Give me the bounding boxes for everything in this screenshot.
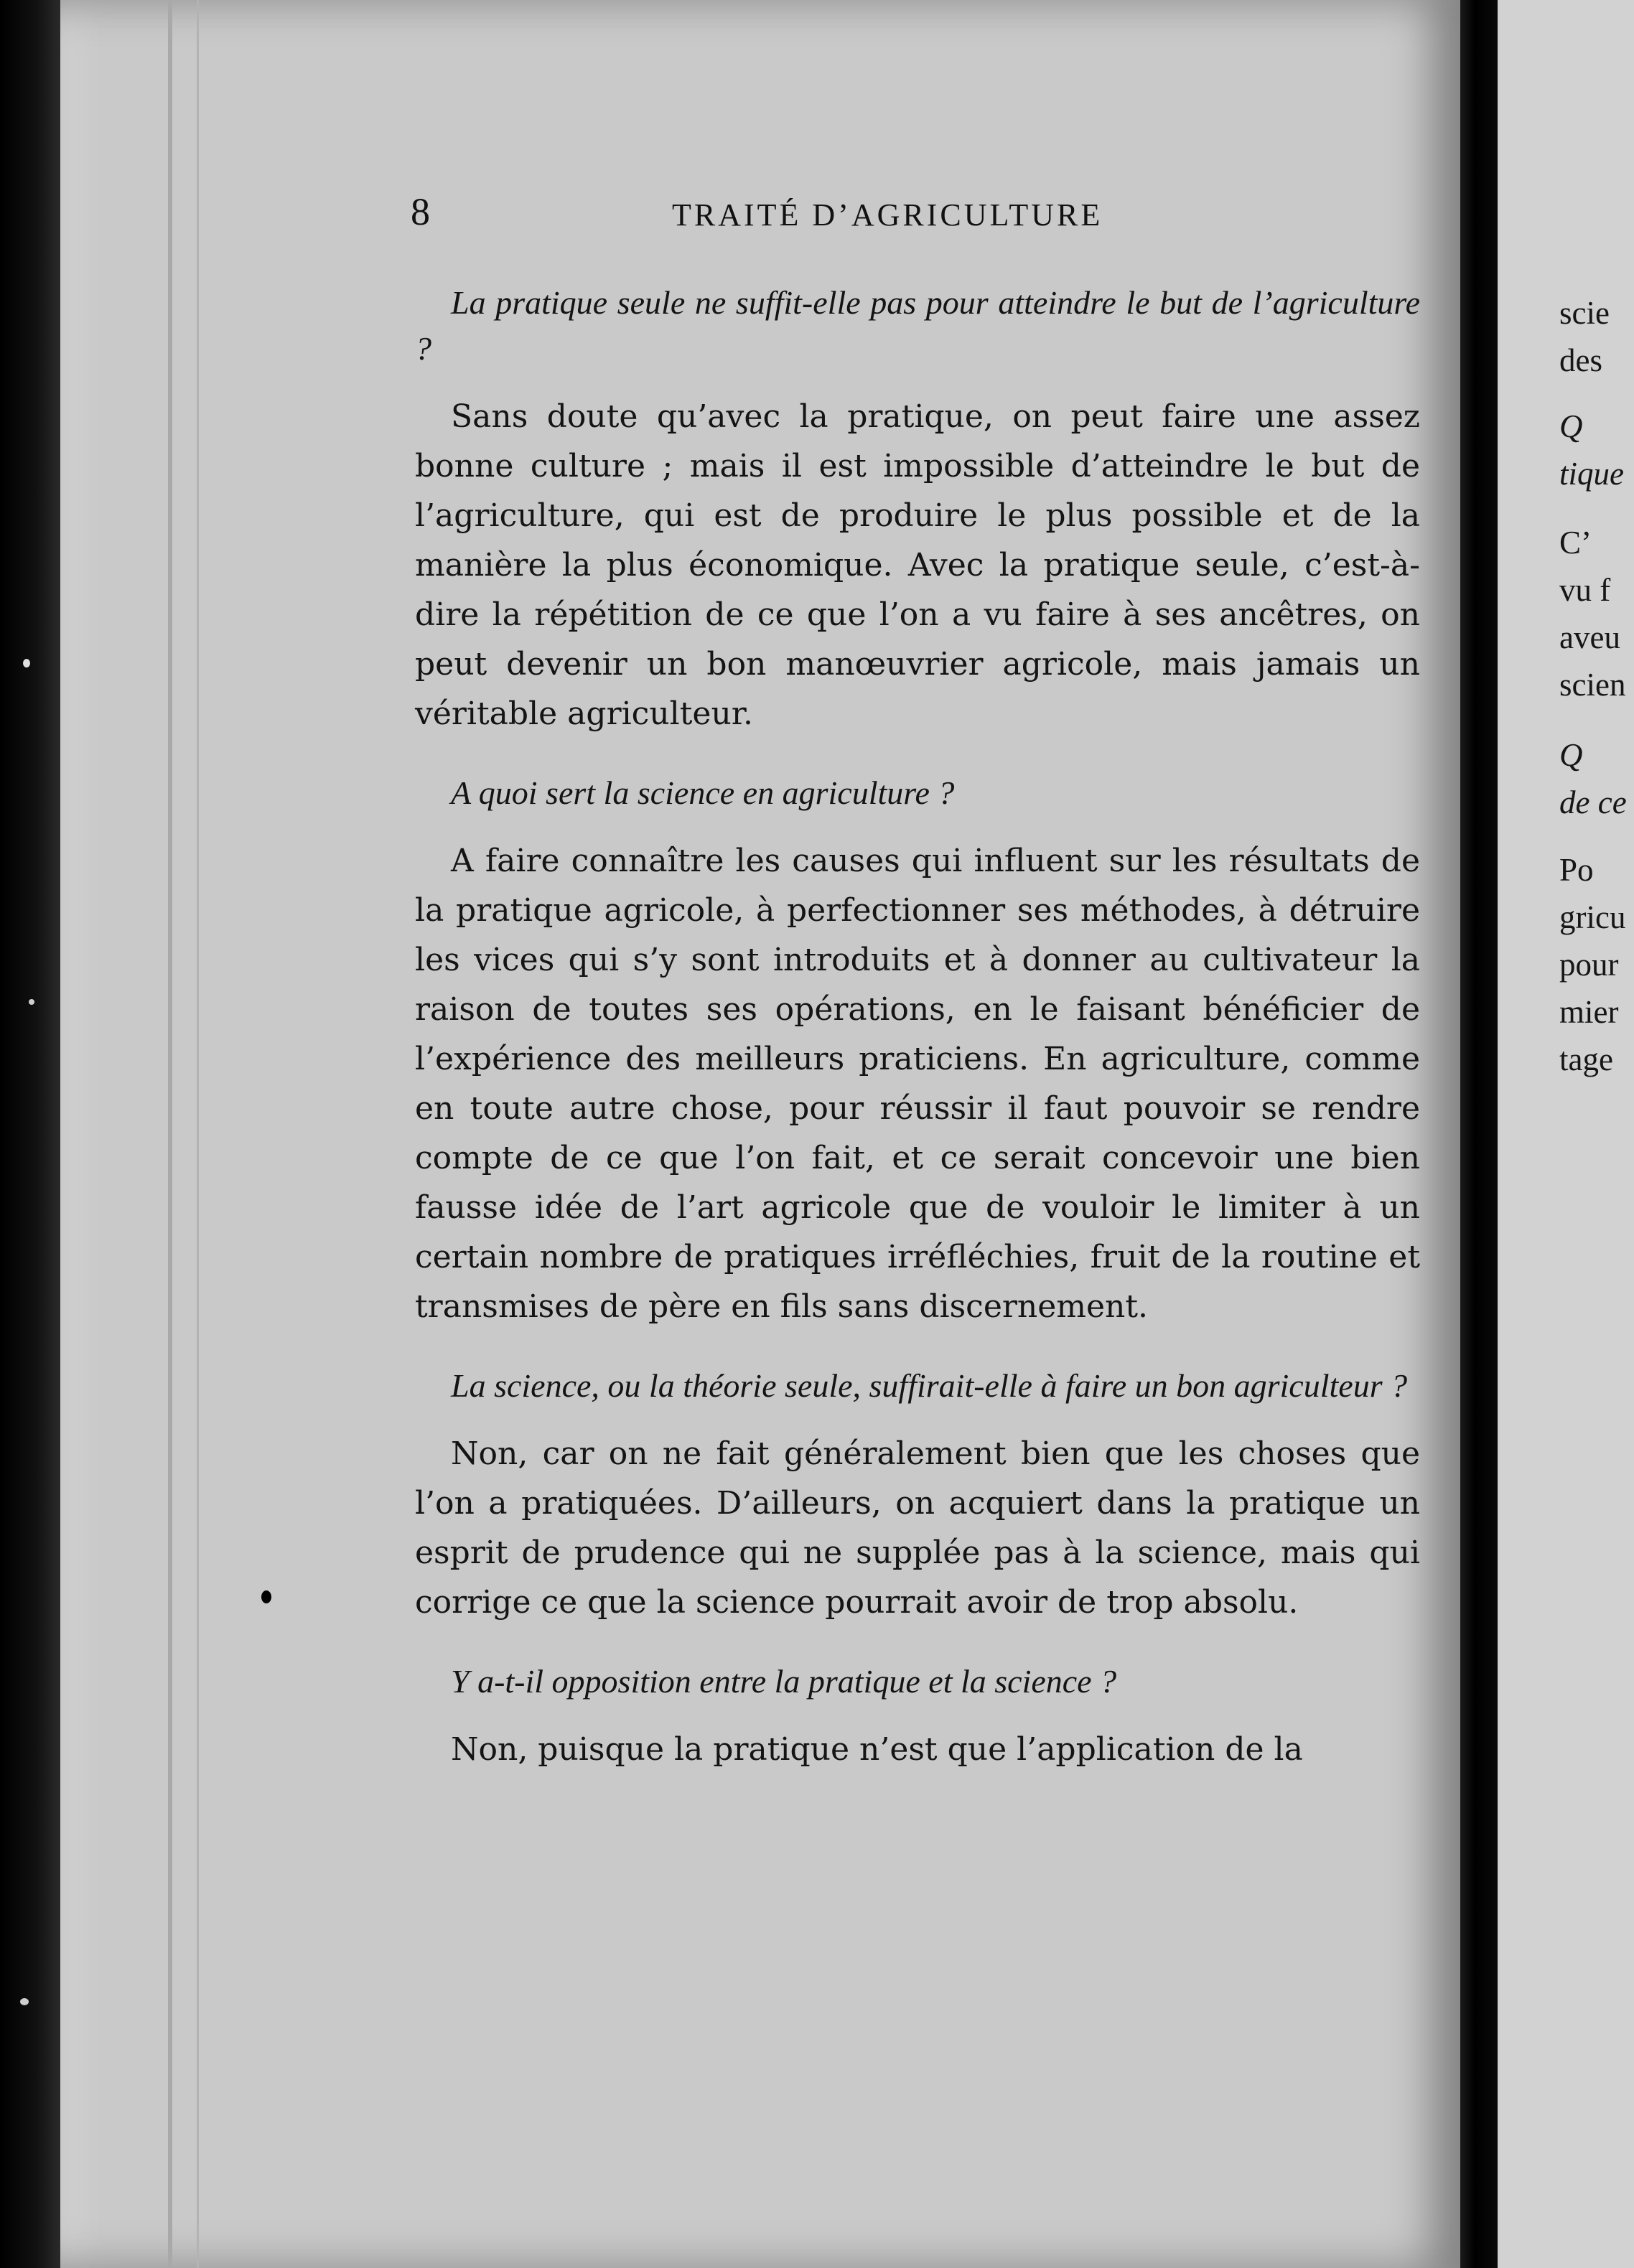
page-edge-line	[168, 0, 172, 2268]
answer-text: Sans doute qu’avec la pratique, on peut faire une assez bonne culture ; mais il est impossible d’atteindre le but de l’agriculture, qui est de produire le plus possible et de la manière la plus économique. Avec la pratique seule, c’est-à-dire la répétition de ce que l’on a vu faire à ses ancêtres, on peut devenir un bon manœuvrier agricole, mais jamais un véritable agriculteur.	[415, 398, 1420, 732]
page-number: 8	[411, 190, 430, 233]
running-title: TRAITÉ D’AGRICULTURE	[672, 197, 1103, 233]
facing-page-fragment: tage	[1559, 1041, 1613, 1077]
facing-page-fragment: vu f	[1559, 572, 1611, 608]
answer-text: A faire connaître les causes qui influent sur les résultats de la pratique agricole, à perfectionner ses méthodes, à détruire les vices qui s’y sont introduits et à donner au cultivateur la raison de toutes ses opérations, en le faisant bénéficier de l’expérience des meilleurs praticiens. En agriculture, comme en toute autre chose, pour réussir il faut pouvoir se rendre compte de ce que l’on fait, et ce serait concevoir une bien fausse idée de l’art agricole que de vouloir le limiter à un certain nombre de pratiques irréfléchies, fruit de la routine et transmises de père en fils sans discernement.	[415, 843, 1420, 1325]
question-text: La science, ou la théorie seule, suffirait-elle à faire un bon agriculteur ?	[451, 1367, 1408, 1404]
facing-page-fragment: scien	[1559, 667, 1626, 703]
facing-page-fragment: aveu	[1559, 619, 1620, 655]
page-edge-line	[197, 0, 199, 2268]
book-gutter	[1460, 0, 1498, 2268]
facing-page-fragment: gricu	[1559, 899, 1626, 935]
facing-page	[1498, 0, 1634, 2268]
scan-speck	[23, 659, 30, 667]
scan-speck	[29, 999, 34, 1005]
question-text: Y a-t-il opposition entre la pratique et la science ?	[451, 1663, 1117, 1700]
facing-page-fragment: C’	[1559, 525, 1592, 561]
facing-page-fragment: mier	[1559, 994, 1619, 1030]
facing-page-fragment: Q	[1559, 737, 1583, 773]
question-text: A quoi sert la science en agriculture ?	[451, 774, 955, 811]
facing-page-fragment: pour	[1559, 947, 1619, 983]
facing-page-fragment: tique	[1559, 456, 1624, 492]
page-body	[415, 280, 1420, 1806]
scan-speck	[20, 1998, 29, 2005]
facing-page-fragment: des	[1559, 342, 1602, 378]
facing-page-fragment: de ce	[1559, 784, 1627, 820]
answer-text: Non, car on ne fait généralement bien que les choses que l’on a pratiquées. D’ailleurs, on acquiert dans la pratique un esprit de prudence qui ne supplée pas à la science, mais qui corrige ce que la science pourrait avoir de trop absolu.	[415, 1435, 1420, 1621]
answer-text: Non, puisque la pratique n’est que l’application de la	[451, 1731, 1303, 1768]
scan-border-left	[0, 0, 60, 2268]
facing-page-fragment: scie	[1559, 295, 1610, 331]
facing-page-fragment: Q	[1559, 408, 1583, 444]
facing-page-fragment: Po	[1559, 852, 1594, 888]
question-text: La pratique seule ne suffit-elle pas pour atteindre le but de l’agriculture ?	[415, 284, 1420, 367]
ink-speck	[261, 1590, 271, 1603]
